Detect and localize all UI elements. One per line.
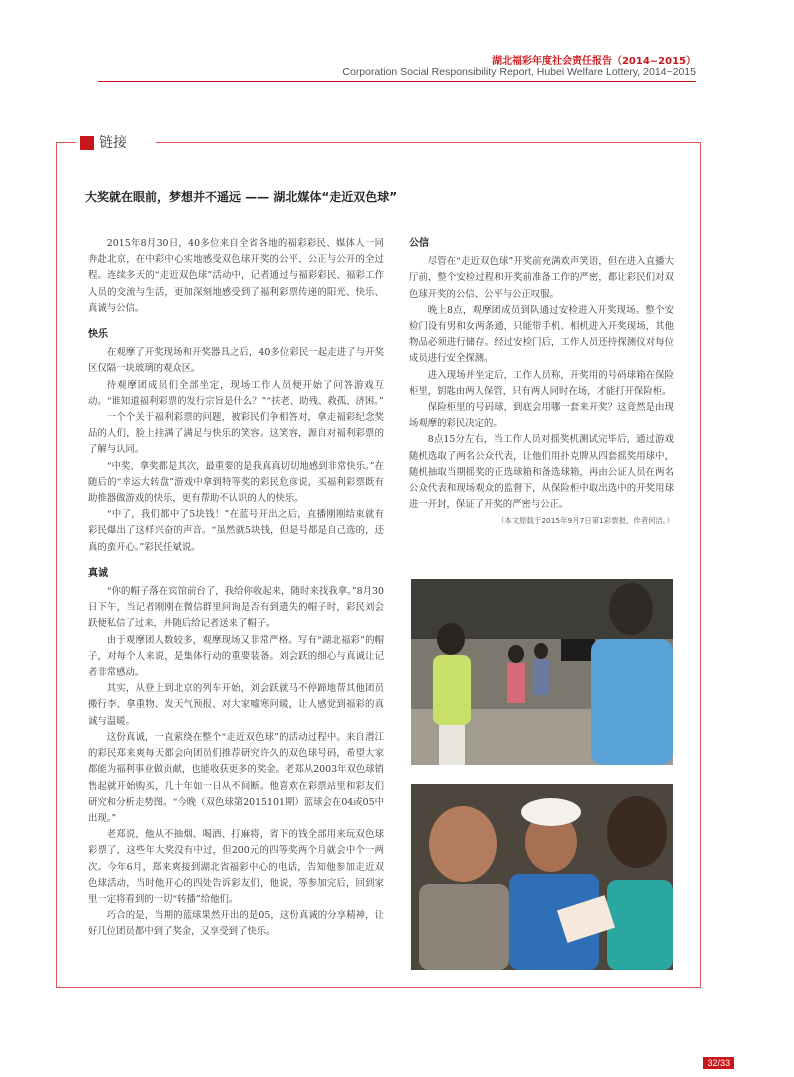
article-left-column (88, 236, 384, 941)
paragraph: 巧合的是，当期的蓝球果然开出的是05，这份真诚的分享精神，让好几位团员都中到了奖金，又享受到了快乐。 (88, 910, 384, 938)
paragraph: 其实，从登上到北京的列车开始，刘会跃就马不停蹄地帮其他团员搬行李、拿重物、发天气预报、对大家嘘寒问暖，让人感觉到福彩的真诚与温暖。 (88, 683, 384, 727)
page-number: 32/33 (703, 1057, 734, 1069)
report-subtitle: Corporation Social Responsibility Report, Hubei Welfare Lottery, 2014~2015 (342, 66, 696, 78)
paragraph: 尽管在“走近双色球”开奖前充满欢声笑语，但在进入直播大厅前，整个安检过程和开奖前准备工作的严密，都让彩民们对双色球开奖的公信、公平与公正叹服。 (409, 256, 674, 300)
article-intro: 2015年8月30日，40多位来自全省各地的福彩彩民、媒体人一同奔赴北京，在中彩中心实地感受双色球开奖的公平、公正与公开的全过程。连续多天的“走近双色球”活动中，记者通过与福彩彩民、福彩工作人员的交流与生活，更加深刻地感受到了福利彩票传递的阳光、快乐、真诚与公信。 (88, 238, 384, 314)
section-heading-sincerity: 真诚 (88, 567, 108, 579)
section-heading-credibility: 公信 (409, 238, 429, 249)
photo-lottery-ticket-illustration (411, 784, 673, 970)
paragraph: “中了，我们都中了5块钱！”在蓝号开出之后，直播刚刚结束就有彩民爆出了这样兴奋的声音。“虽然就5块钱，但是号都是自己选的，还真的蛮开心。”彩民任斌说。 (88, 509, 384, 553)
article-headline: 大奖就在眼前，梦想并不遥远 —— 湖北媒体“走近双色球” (85, 190, 398, 204)
header-divider (98, 81, 696, 82)
paragraph: 老郑说，他从不抽烟、喝酒、打麻将，省下的钱全部用来玩双色球彩票了，这些年大奖没有中过，但200元的四等奖两个月就会中个一两次。今年6月，郑来爽接到湖北省福彩中心的电话，告知他参加走近双色球活动，当时他开心的四处告诉彩友们，他说，等参加完后，回到家里一定将看到的一切“转播”给他们。 (88, 829, 384, 905)
report-title: 湖北福彩年度社会责任报告（2014~2015） (491, 56, 696, 67)
paragraph: 一个个关于福利彩票的问题，被彩民们争相答对，拿走福彩纪念奖品的人们，脸上挂满了满足与快乐的笑容。这笑容，源自对福利彩票的了解与认同。 (88, 412, 384, 456)
section-heading-joy: 快乐 (88, 329, 108, 341)
section-square-icon (80, 136, 94, 150)
paragraph: 保险柜里的号码球，到底会用哪一套来开奖？这竟然是由现场观摩的彩民决定的。 (409, 402, 674, 430)
paragraph: 晚上8点，观摩团成员到队通过安检进入开奖现场。整个安检门设有男和女两条通，只能带手机、相机进入开奖现场，其他物品必须进行储存。经过安检门后，工作人员还持探测仪对每位成员进行安全探测。 (409, 304, 674, 365)
source-note: （本文原载于2015年9月7日第1彩票报，作者何洁。） (496, 516, 674, 526)
photo-interview (411, 579, 673, 765)
photo-lottery-ticket (411, 784, 673, 970)
paragraph: 8点15分左右，当工作人员对摇奖机测试完毕后，通过游戏随机选取了两名公众代表，让他们用扑克牌从四套摇奖用球中，随机抽取当期摇奖的正选球箱和备选球箱，再由公证人员在两名公众代表和现场观众的监督下，从保险柜中取出选中的开奖用球进一开封，保证了开奖的严密与公正。 (409, 434, 674, 511)
photo-interview-illustration (411, 579, 673, 765)
paragraph: 这份真诚，一直萦绕在整个“走近双色球”的活动过程中。来自潜江的彩民郑来爽每天都会向团员们推荐研究许久的双色球号码，希望大家都能为福利事业做贡献，也能收获更多的奖金。老郑从2003年双色球销售起就开始购买，几十年如一日从不间断。他喜欢在彩票站里和彩友们研究和分析走势图。“今晚（双色球第2015101期）蓝球会在04或05中出现。” (88, 731, 384, 824)
paragraph: 由于观摩团人数较多，观摩现场又非常严格。写有“湖北福彩”的帽子，对每个人来说，是集体行动的重要装备。刘会跃的细心与真诚让记者非常感动。 (88, 634, 384, 679)
article-right-column (409, 236, 674, 530)
paragraph: 待观摩团成员们全部坐定，现场工作人员便开始了问答游戏互动。“谁知道福利彩票的发行宗旨是什么？”“扶老、助残、救孤、济困。” (88, 379, 384, 407)
paragraph: “你的帽子落在宾馆前台了，我给你收起来，随时来找我拿。”8月30日下午，当记者刚刚在微信群里问询是否有到遗失的帽子时，彩民刘会跃便私信了过来，并随后给记者送来了帽子。 (88, 586, 384, 630)
section-label: 链接 (99, 135, 127, 151)
paragraph: “中奖、拿奖都是其次，最重要的是我真真切切地感到非常快乐。”在随后的“幸运大转盘”游戏中拿到特等奖的彩民危彦说，买福利彩票既有助推器做游戏的快乐，更有帮助不认识的人的快乐。 (88, 460, 384, 505)
paragraph: 进入现场并坐定后，工作人员称，开奖用的号码球箱在保险柜里，钥匙由两人保管，只有两人同时在场，才能打开保险柜。 (409, 369, 674, 397)
paragraph: 在观摩了开奖现场和开奖器具之后，40多位彩民一起走进了与开奖区仅隔一块玻璃的观众区。 (88, 347, 384, 375)
